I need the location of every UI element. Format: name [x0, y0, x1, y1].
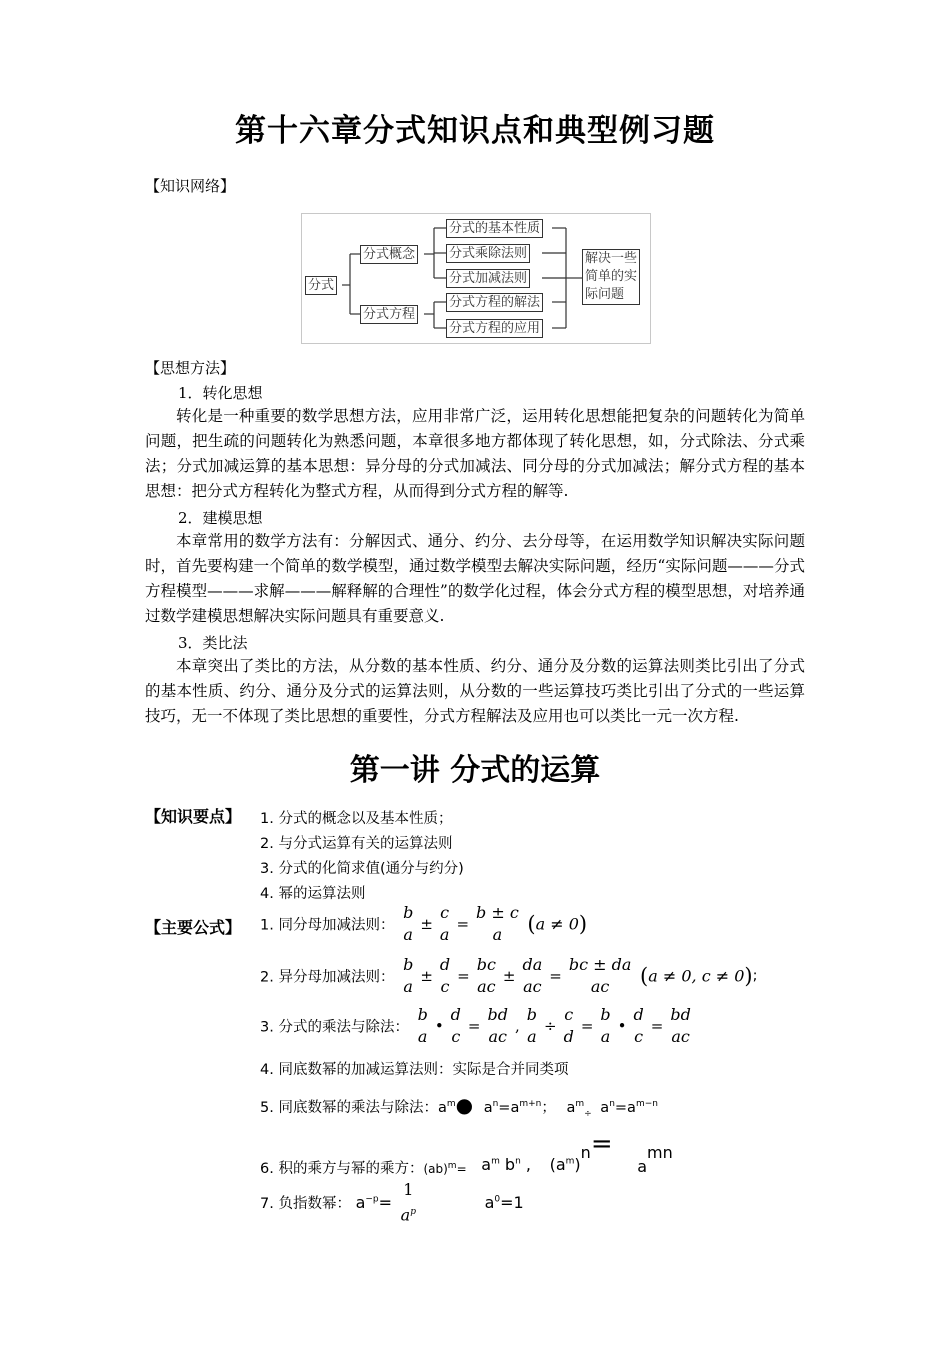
knowledge-point-1: 1. 分式的概念以及基本性质； [260, 811, 453, 827]
diagram-leaf-add: 分式加减法则 [446, 269, 530, 288]
diagram-leaf-apply: 分式方程的应用 [446, 319, 543, 338]
formula-1-term-2: c a [439, 903, 450, 944]
knowledge-points-label: 【知识要点】 [145, 807, 242, 826]
formula-6: 6. 积的乘方与幂的乘方：$_{(ab)^m=}$ $a^m$ $b^n$ , $(a^m)n=$ amn [260, 1129, 673, 1177]
diagram-leaf-property: 分式的基本性质 [446, 219, 543, 238]
diagram-leaf-multiply: 分式乘除法则 [446, 244, 530, 263]
formula-5: 5. 同底数幂的乘法与除法：$a^m●$ $a^n=a^{m+n}$； $a^m_\div$ $a^n=a^{m-n}$ [260, 1093, 658, 1119]
method-1-text: 转化是一种重要的数学思想方法，应用非常广泛，运用转化思想能把复杂的问题转化为简单问题，把生疏的问题转化为熟悉问题，本章很多地方都体现了转化思想，如，分式除法、分式乘法；分式加减运算的基本思想：异分母的分式加减法、同分母的分式加减法；解分式方程的基本思想：把分式方程转化为整式方程，从而得到分式方程的解等. [145, 407, 805, 500]
methods-heading: 【思想方法】 [145, 359, 236, 377]
method-3-title: 3．类比法 [178, 634, 248, 652]
formula-2: 2. 异分母加减法则： b a ± d c = bc ac ± da ac = bc ± da ac (a ≠ 0, c ≠ 0); [260, 955, 758, 996]
formula-3: 3. 分式的乘法与除法： b a • d c = bd ac , b a ÷ c d = b a • d c = bd ac [260, 1005, 691, 1046]
formula-1: 1. 同分母加减法则： b a ± c a = b ± c a (a ≠ 0) [260, 903, 588, 944]
formula-7: 7. 负指数幂： $a^{-p}=$ 1 $a^p$ $a^0=1$ [260, 1180, 524, 1225]
knowledge-network-diagram [301, 213, 651, 344]
diagram-root: 分式 [305, 276, 337, 295]
knowledge-point-3: 3. 分式的化简求值(通分与约分) [260, 861, 464, 877]
formula-1-term-1: b a [403, 903, 414, 944]
method-1-title: 1．转化思想 [178, 384, 263, 402]
diagram-result: 解决一些 简单的实 际问题 [582, 249, 640, 305]
method-2-text: 本章常用的数学方法有：分解因式、通分、约分、去分母等，在运用数学知识解决实际问题时，首先要构建一个简单的数学模型，通过数学模型去解决实际问题，经历“实际问题———分式方程模型———求解———解释解的合理性”的数学化过程，体会分式方程的模型思想，对培养通过数学建模思想解决实际问题具有重要意义. [145, 532, 805, 625]
method-2-title: 2．建模思想 [178, 509, 263, 527]
knowledge-point-4: 4. 幂的运算法则 [260, 886, 366, 902]
page-title: 第十六章分式知识点和典型例习题 [235, 113, 715, 149]
knowledge-network-heading: 【知识网络】 [145, 177, 236, 195]
lecture-title: 第一讲 分式的运算 [349, 753, 601, 788]
diagram-leaf-solve: 分式方程的解法 [446, 293, 543, 312]
formula-4: 4. 同底数幂的加减运算法则：实际是合并同类项 [260, 1062, 569, 1078]
diagram-branch-equation: 分式方程 [360, 305, 418, 324]
diagram-branch-concept: 分式概念 [360, 245, 418, 264]
main-formulas-label: 【主要公式】 [145, 918, 242, 937]
formula-1-result: b ± c a [476, 903, 519, 944]
knowledge-point-2: 2. 与分式运算有关的运算法则 [260, 836, 453, 852]
method-3-text: 本章突出了类比的方法，从分数的基本性质、约分、通分及分数的运算法则类比引出了分式的基本性质、约分、通分及分式的运算法则，从分数的一些运算技巧类比引出了分式的一些运算技巧，无一不体现了类比思想的重要性，分式方程解法及应用也可以类比一元一次方程. [145, 657, 805, 725]
